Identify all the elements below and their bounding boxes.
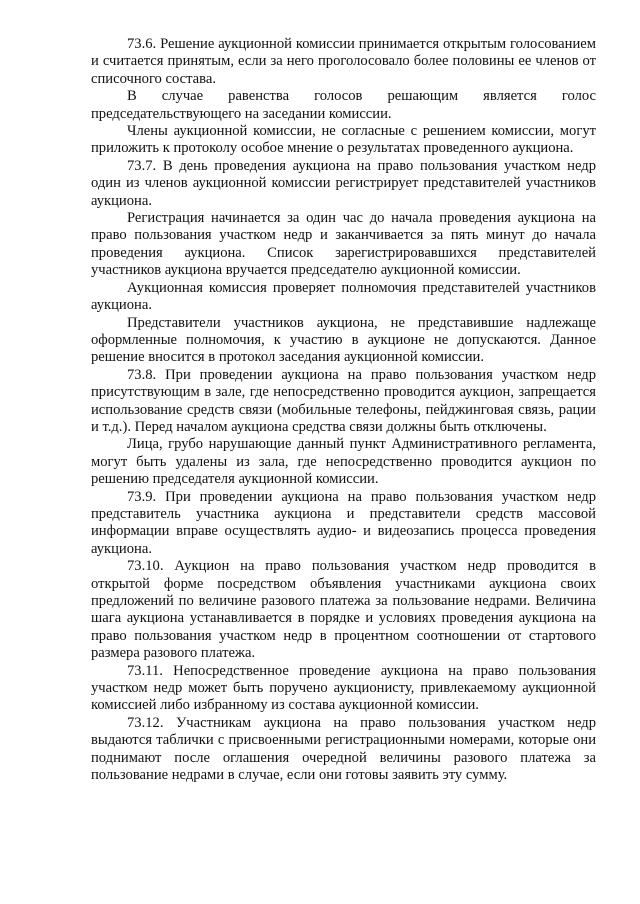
paragraph-removal: Лица, грубо нарушающие данный пункт Административного регламента, могут быть удалены из зала, где непосредственно проводится аукцион по решению председателя аукционной комиссии.	[91, 436, 596, 488]
document-page	[91, 36, 596, 784]
paragraph-73-12: 73.12. Участникам аукциона на право пользования участком недр выдаются таблички с присвоенными регистрационными номерами, которые они поднимают после оглашения очередной величины разового платежа за пользование недрами в случае, если они готовы заявить эту сумму.	[91, 714, 596, 784]
paragraph-registration: Регистрация начинается за один час до начала проведения аукциона на право пользования участком недр и заканчивается за пять минут до начала проведения аукциона. Список зарегистрировавшихся представителей участников аукциона вручается председателю аукционной комиссии.	[91, 210, 596, 279]
paragraph-not-admitted: Представители участников аукциона, не представившие надлежаще оформленные полномочия, к участию в аукционе не допускаются. Данное решение вносится в протокол заседания аукционной комиссии.	[91, 314, 596, 366]
paragraph-73-7: 73.7. В день проведения аукциона на право пользования участком недр один из членов аукционной комиссии регистрирует представителей участников аукциона.	[91, 157, 596, 209]
paragraph-credentials-check: Аукционная комиссия проверяет полномочия представителей участников аукциона.	[91, 279, 596, 314]
paragraph-dissenting-opinion: Члены аукционной комиссии, не согласные с решением комиссии, могут приложить к протоколу особое мнение о результатах проведенного аукциона.	[91, 123, 596, 157]
paragraph-tie-vote: В случае равенства голосов решающим является голос председательствующего на заседании комиссии.	[91, 88, 596, 122]
paragraph-73-11: 73.11. Непосредственное проведение аукциона на право пользования участком недр может быть поручено аукционисту, привлекаемому аукционной комиссией либо избранному из состава аукционной комиссии.	[91, 662, 596, 714]
paragraph-73-8: 73.8. При проведении аукциона на право пользования участком недр присутствующим в зале, где непосредственно проводится аукцион, запрещается использование средств связи (мобильные телефоны, пейджинговая связь, рации и т.д.). Перед началом аукциона средства связи должны быть отключены.	[91, 366, 596, 435]
paragraph-73-9: 73.9. При проведении аукциона на право пользования участком недр представитель участника аукциона и представители средств массовой информации вправе осуществлять аудио- и видеозапись процесса проведения аукциона.	[91, 488, 596, 557]
paragraph-73-10: 73.10. Аукцион на право пользования участком недр проводится в открытой форме посредством объявления участниками аукциона своих предложений по величине разового платежа за пользование недрами. Величина шага аукциона устанавливается в порядке и условиях проведения аукциона на право пользования участком недр в процентном соотношении от стартового размера разового платежа.	[91, 558, 596, 662]
paragraph-73-6: 73.6. Решение аукционной комиссии принимается открытым голосованием и считается принятым, если за него проголосовало более половины ее членов от списочного состава.	[91, 36, 596, 87]
